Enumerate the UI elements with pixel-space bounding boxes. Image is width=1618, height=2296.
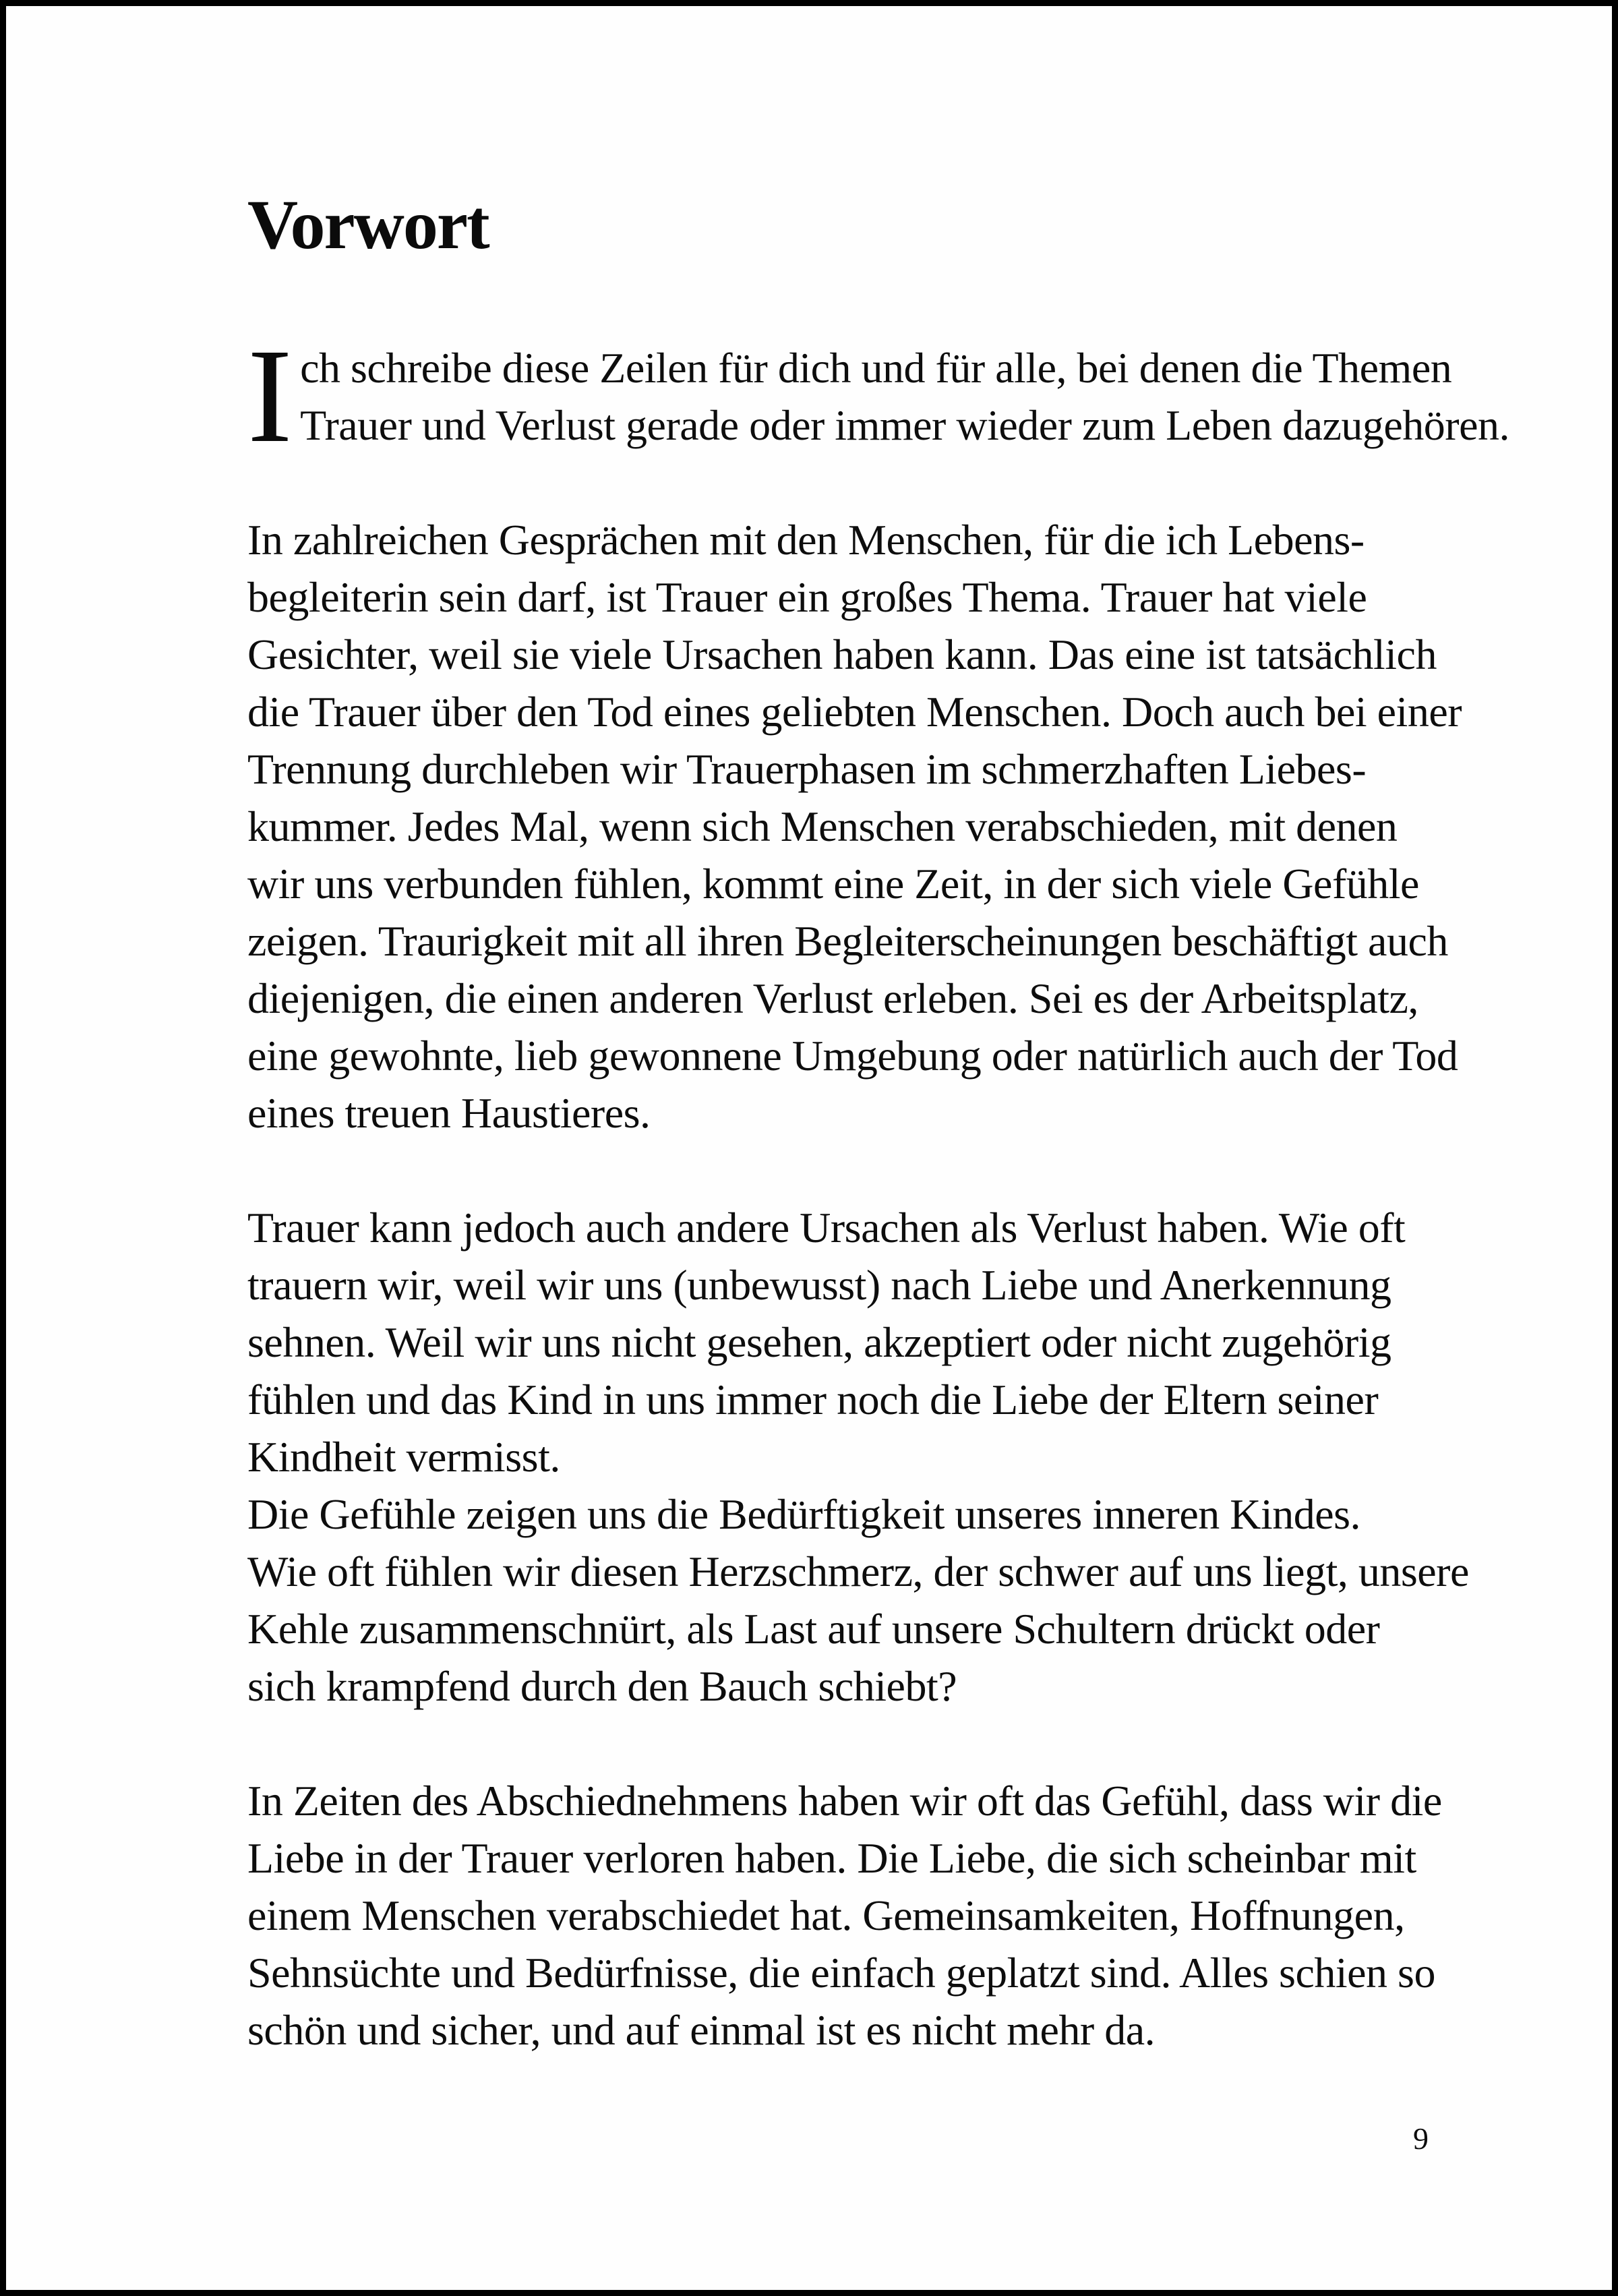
text-line: begleiterin sein darf, ist Trauer ein großes Thema. Trauer hat viele [247,573,1367,621]
text-line: Sehnsüchte und Bedürfnisse, die einfach geplatzt sind. Alles schien so [247,1949,1435,1997]
text-line: kummer. Jedes Mal, wenn sich Menschen verabschieden, mit denen [247,802,1398,850]
text-line: Gesichter, weil sie viele Ursachen haben kann. Das eine ist tatsächlich [247,630,1437,678]
text-line: schön und sicher, und auf einmal ist es nicht mehr da. [247,2006,1156,2054]
text-line: Trennung durchleben wir Trauerphasen im schmerzhaften Liebes- [247,745,1367,793]
paragraph [247,511,1462,1142]
text-line: wir uns verbunden fühlen, kommt eine Zeit, in der sich viele Gefühle [247,860,1419,908]
paragraph [247,322,1510,471]
page-content [6,6,1612,2059]
text-line: eines treuen Haustieres. [247,1089,651,1137]
text-line: fühlen und das Kind in uns immer noch die Liebe der Eltern seiner [247,1376,1379,1423]
chapter-title: Vorwort [247,186,489,264]
text-line: sich krampfend durch den Bauch schiebt? [247,1662,957,1710]
drop-cap: I [247,322,293,471]
paragraph [247,1772,1442,2059]
body-paragraphs [247,322,1510,2059]
text-line: einem Menschen verabschiedet hat. Gemeinsamkeiten, Hoffnungen, [247,1891,1405,1939]
text-line: Trauer und Verlust gerade oder immer wieder zum Leben dazugehören. [300,401,1510,449]
text-line: sehnen. Weil wir uns nicht gesehen, akzeptiert oder nicht zugehörig [247,1318,1391,1366]
text-line: Die Gefühle zeigen uns die Bedürftigkeit unseres inneren Kindes. [247,1490,1361,1538]
text-line: die Trauer über den Tod eines geliebten Menschen. Doch auch bei einer [247,688,1462,736]
text-line: diejenigen, die einen anderen Verlust erleben. Sei es der Arbeitsplatz, [247,974,1418,1022]
paragraph [247,1199,1469,1715]
page-number: 9 [1413,2121,1429,2156]
text-line: Liebe in der Trauer verloren haben. Die Liebe, die sich scheinbar mit [247,1834,1416,1882]
text-line: zeigen. Traurigkeit mit all ihren Begleiterscheinungen beschäftigt auch [247,917,1448,965]
text-line: Wie oft fühlen wir diesen Herzschmerz, der schwer auf uns liegt, unsere [247,1548,1469,1595]
text-line: Trauer kann jedoch auch andere Ursachen als Verlust haben. Wie oft [247,1204,1406,1252]
text-line: Kehle zusammenschnürt, als Last auf unsere Schultern drückt oder [247,1605,1380,1653]
text-line: Kindheit vermisst. [247,1433,560,1481]
text-line: In Zeiten des Abschiednehmens haben wir oft das Gefühl, dass wir die [247,1777,1442,1825]
text-line: eine gewohnte, lieb gewonnene Umgebung oder natürlich auch der Tod [247,1032,1458,1080]
text-line: ch schreibe diese Zeilen für dich und für alle, bei denen die Themen [300,344,1452,392]
text-line: trauern wir, weil wir uns (unbewusst) nach Liebe und Anerkennung [247,1261,1391,1309]
text-line: In zahlreichen Gesprächen mit den Menschen, für die ich Lebens- [247,516,1365,564]
